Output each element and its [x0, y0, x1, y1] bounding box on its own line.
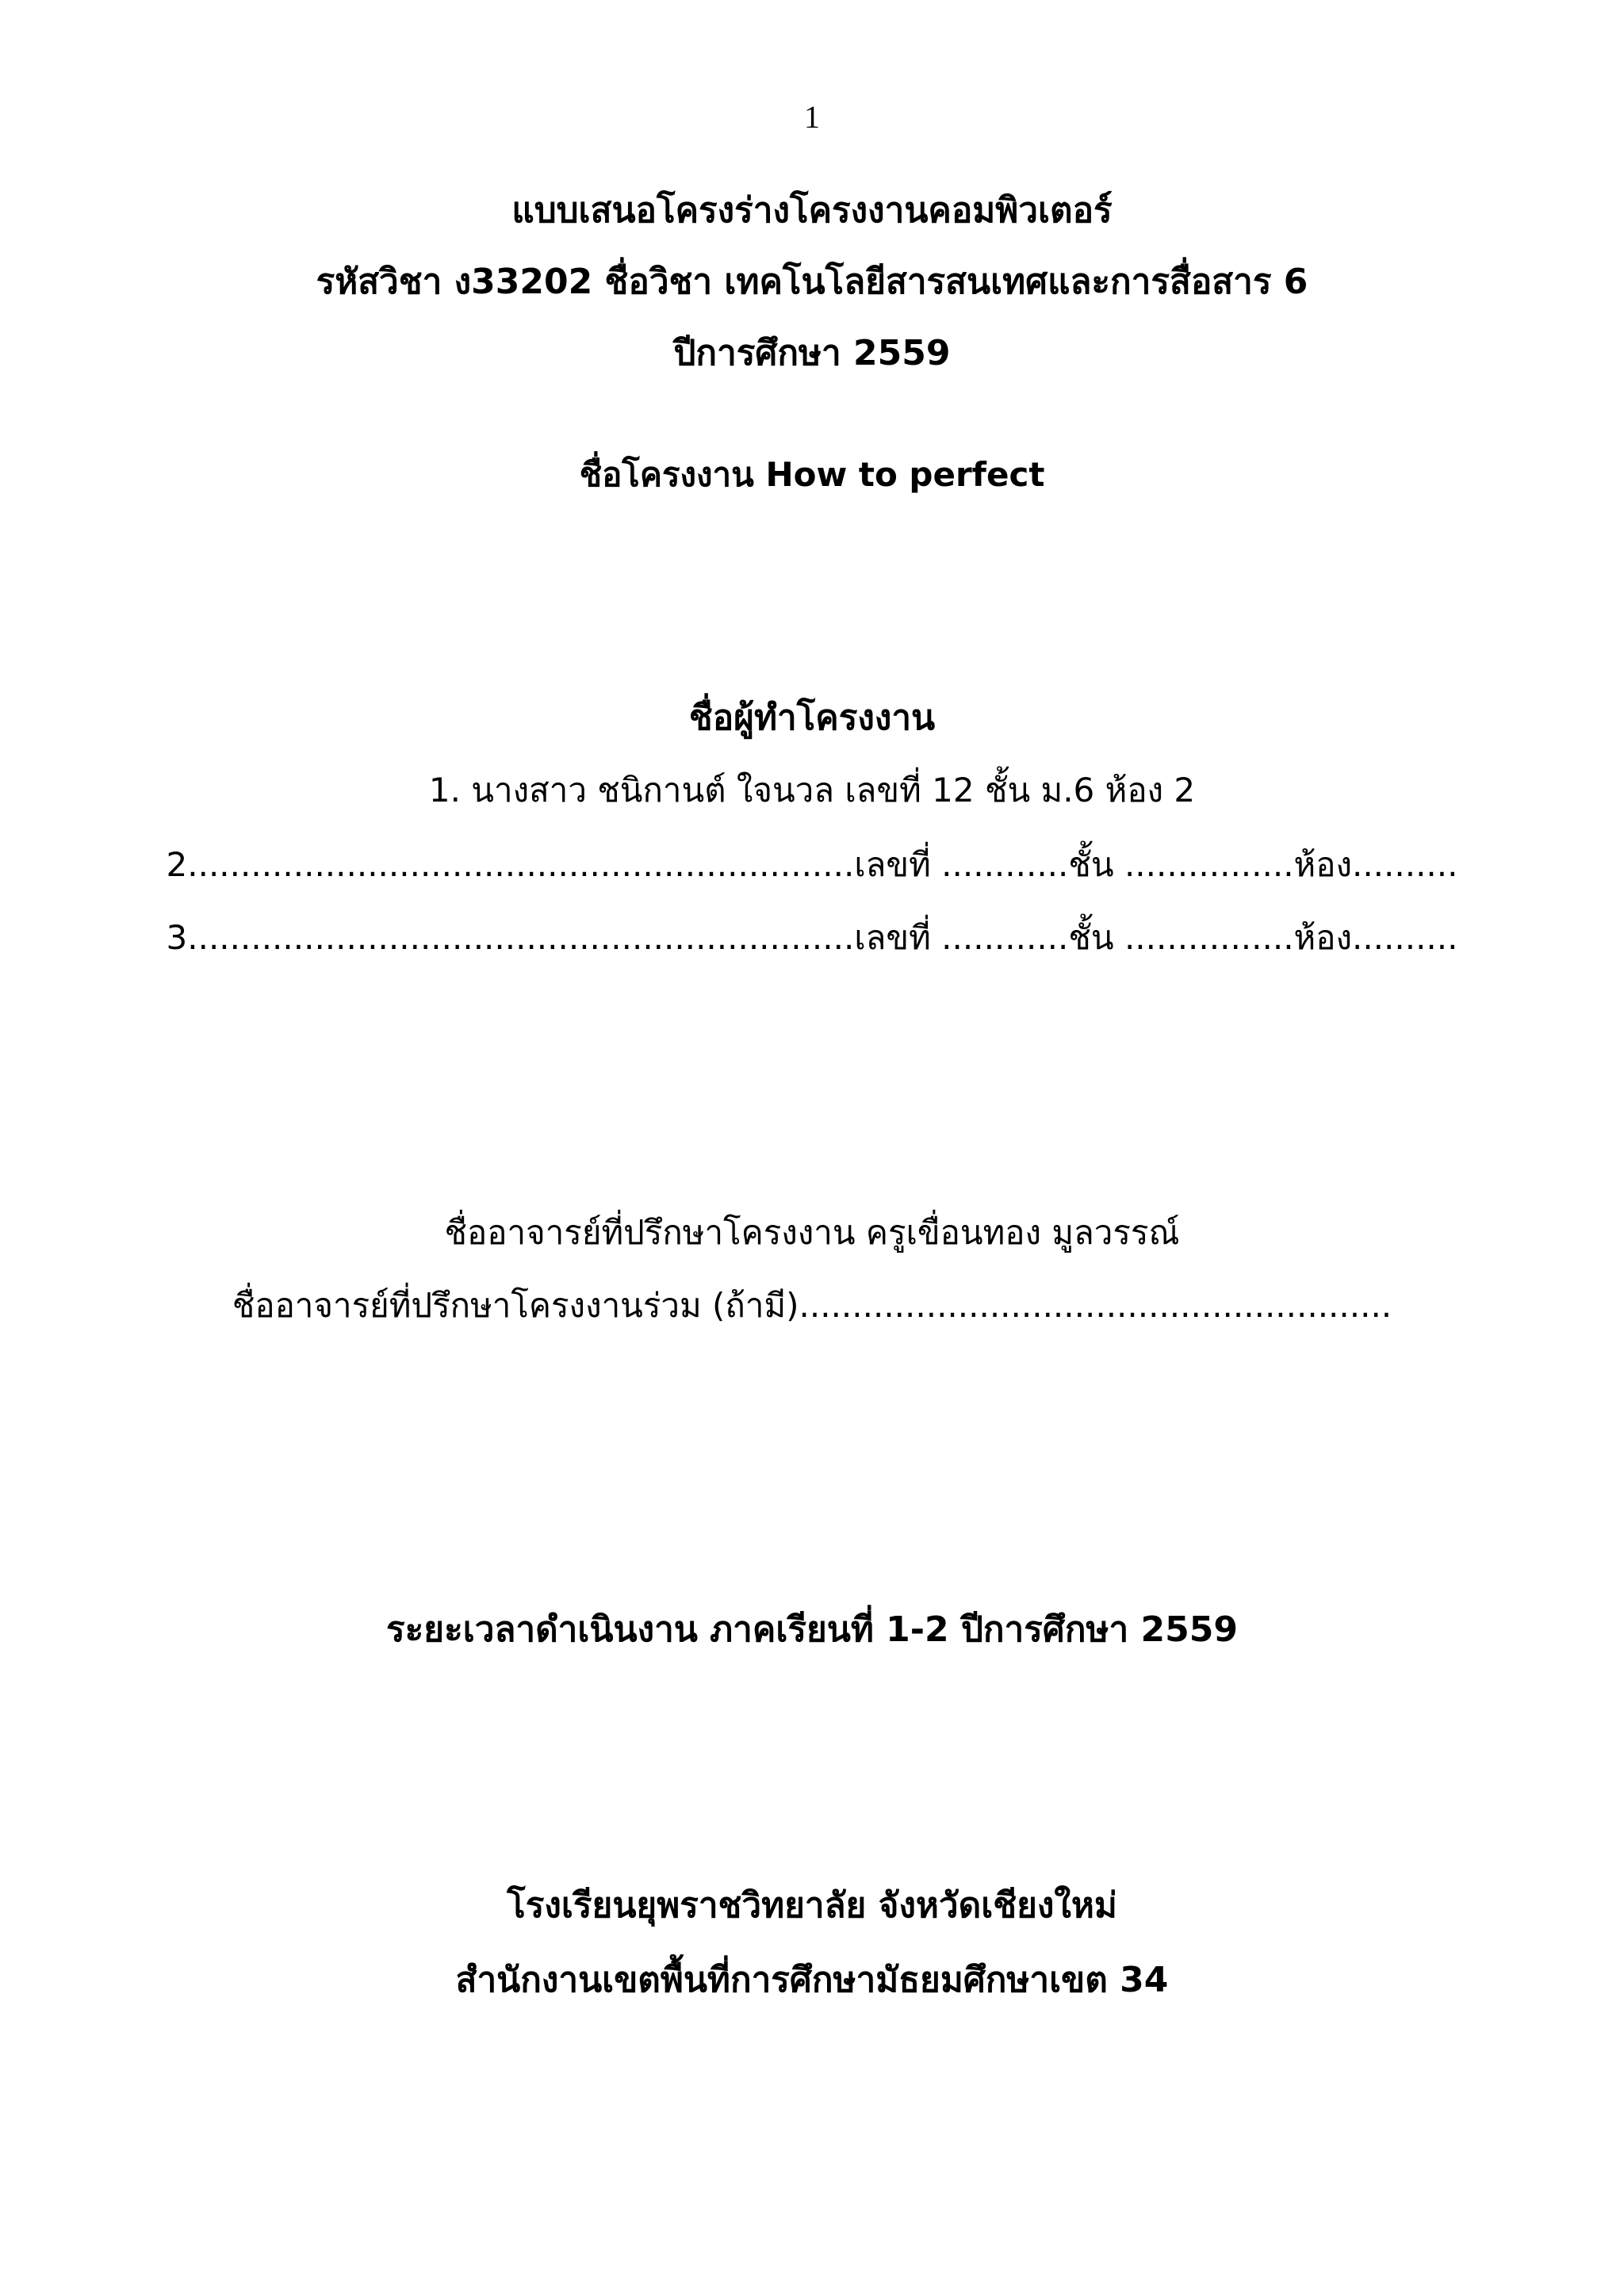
author-3: 3...............................................................เลขที่ ............ชั้น ................ห้อง..........	[166, 918, 1458, 957]
advisor-main: ชื่ออาจารย์ที่ปรึกษาโครงงาน ครูเขื่อนทอง มูลวรรณ์	[444, 1213, 1180, 1252]
author-2: 2...............................................................เลขที่ ............ชั้น ................ห้อง..........	[166, 845, 1458, 884]
school-office: สำนักงานเขตพื้นที่การศึกษามัธยมศึกษาเขต 34	[455, 1960, 1169, 2000]
duration: ระยะเวลาดำเนินงาน ภาคเรียนที่ 1-2 ปีการศึกษา 2559	[386, 1609, 1238, 1650]
authors-heading: ชื่อผู้ทำโครงงาน	[688, 698, 936, 738]
advisor-co: ชื่ออาจารย์ที่ปรึกษาโครงงานร่วม (ถ้ามี)........................................................	[232, 1286, 1392, 1325]
course-line: รหัสวิชา ง33202 ชื่อวิชา เทคโนโลยีสารสนเทศและการสื่อสาร 6	[316, 262, 1308, 302]
document-title: แบบเสนอโครงร่างโครงงานคอมพิวเตอร์	[511, 190, 1113, 231]
author-1: 1. นางสาว ชนิกานต์ ใจนวล เลขที่ 12 ชั้น ม.6 ห้อง 2	[428, 771, 1196, 809]
page-number: 1	[804, 99, 820, 135]
school-name: โรงเรียนยุพราชวิทยาลัย จังหวัดเชียงใหม่	[507, 1885, 1117, 1926]
project-name: ชื่อโครงงาน How to perfect	[579, 455, 1045, 494]
academic-year: ปีการศึกษา 2559	[673, 333, 951, 373]
